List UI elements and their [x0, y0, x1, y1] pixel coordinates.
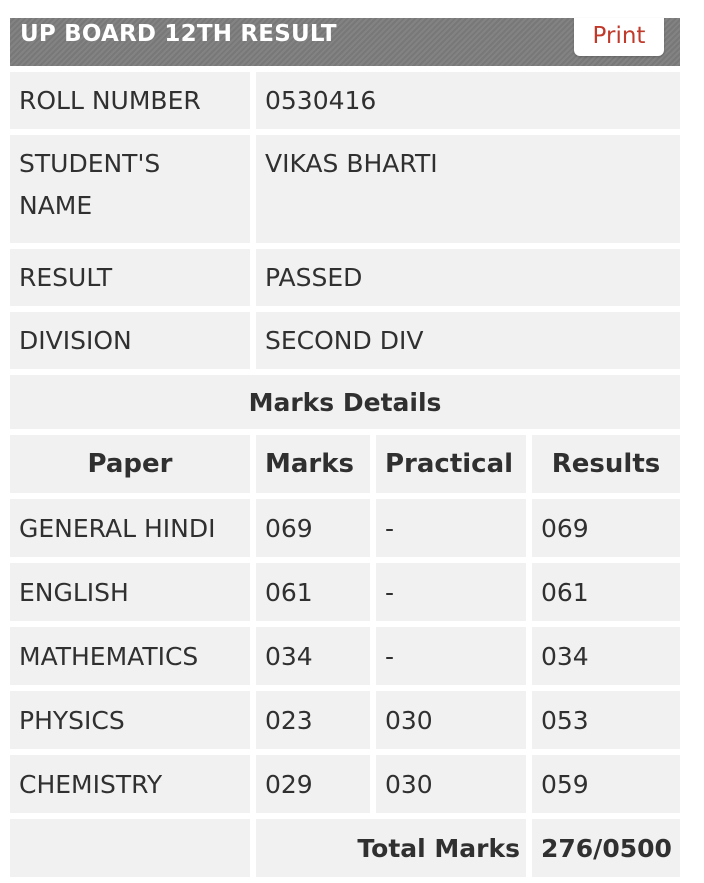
subject-practical: - [376, 627, 526, 685]
subject-practical: - [376, 563, 526, 621]
subject-practical: 030 [376, 755, 526, 813]
table-row [10, 499, 680, 557]
subject-marks: 061 [256, 563, 370, 621]
column-header-practical: Practical [376, 435, 526, 493]
table-row [10, 563, 680, 621]
subject-name: CHEMISTRY [10, 755, 250, 813]
subject-name: ENGLISH [10, 563, 250, 621]
subject-result: 059 [532, 755, 680, 813]
subject-marks: 023 [256, 691, 370, 749]
roll-number-row [10, 72, 680, 129]
table-row [10, 691, 680, 749]
table-row [10, 755, 680, 813]
result-row [10, 249, 680, 306]
result-label: RESULT [10, 249, 250, 306]
column-header-paper: Paper [10, 435, 250, 493]
page-title: UP BOARD 12TH RESULT [20, 21, 337, 47]
print-button[interactable]: Print [574, 18, 664, 56]
subject-marks: 034 [256, 627, 370, 685]
column-header-marks: Marks [256, 435, 370, 493]
marks-details-heading: Marks Details [10, 375, 680, 429]
marks-details-row [10, 375, 680, 429]
subject-name: MATHEMATICS [10, 627, 250, 685]
total-blank-cell [10, 819, 250, 877]
student-name-value: VIKAS BHARTI [256, 135, 680, 243]
roll-number-label: ROLL NUMBER [10, 72, 250, 129]
total-marks-row [10, 819, 680, 877]
subject-marks: 069 [256, 499, 370, 557]
student-name-label: STUDENT'S NAME [10, 135, 250, 243]
roll-number-value: 0530416 [256, 72, 680, 129]
subject-result: 034 [532, 627, 680, 685]
marks-header-row [10, 435, 680, 493]
result-table [4, 66, 686, 883]
student-name-row [10, 135, 680, 243]
result-header [10, 18, 680, 66]
total-marks-value: 276/0500 [532, 819, 680, 877]
column-header-results: Results [532, 435, 680, 493]
result-value: PASSED [256, 249, 680, 306]
subject-result: 069 [532, 499, 680, 557]
subject-marks: 029 [256, 755, 370, 813]
division-row [10, 312, 680, 369]
subject-name: GENERAL HINDI [10, 499, 250, 557]
subject-result: 053 [532, 691, 680, 749]
subject-name: PHYSICS [10, 691, 250, 749]
subject-practical: - [376, 499, 526, 557]
subject-practical: 030 [376, 691, 526, 749]
total-marks-label: Total Marks [256, 819, 526, 877]
result-card [10, 18, 680, 883]
table-row [10, 627, 680, 685]
division-value: SECOND DIV [256, 312, 680, 369]
division-label: DIVISION [10, 312, 250, 369]
subject-result: 061 [532, 563, 680, 621]
